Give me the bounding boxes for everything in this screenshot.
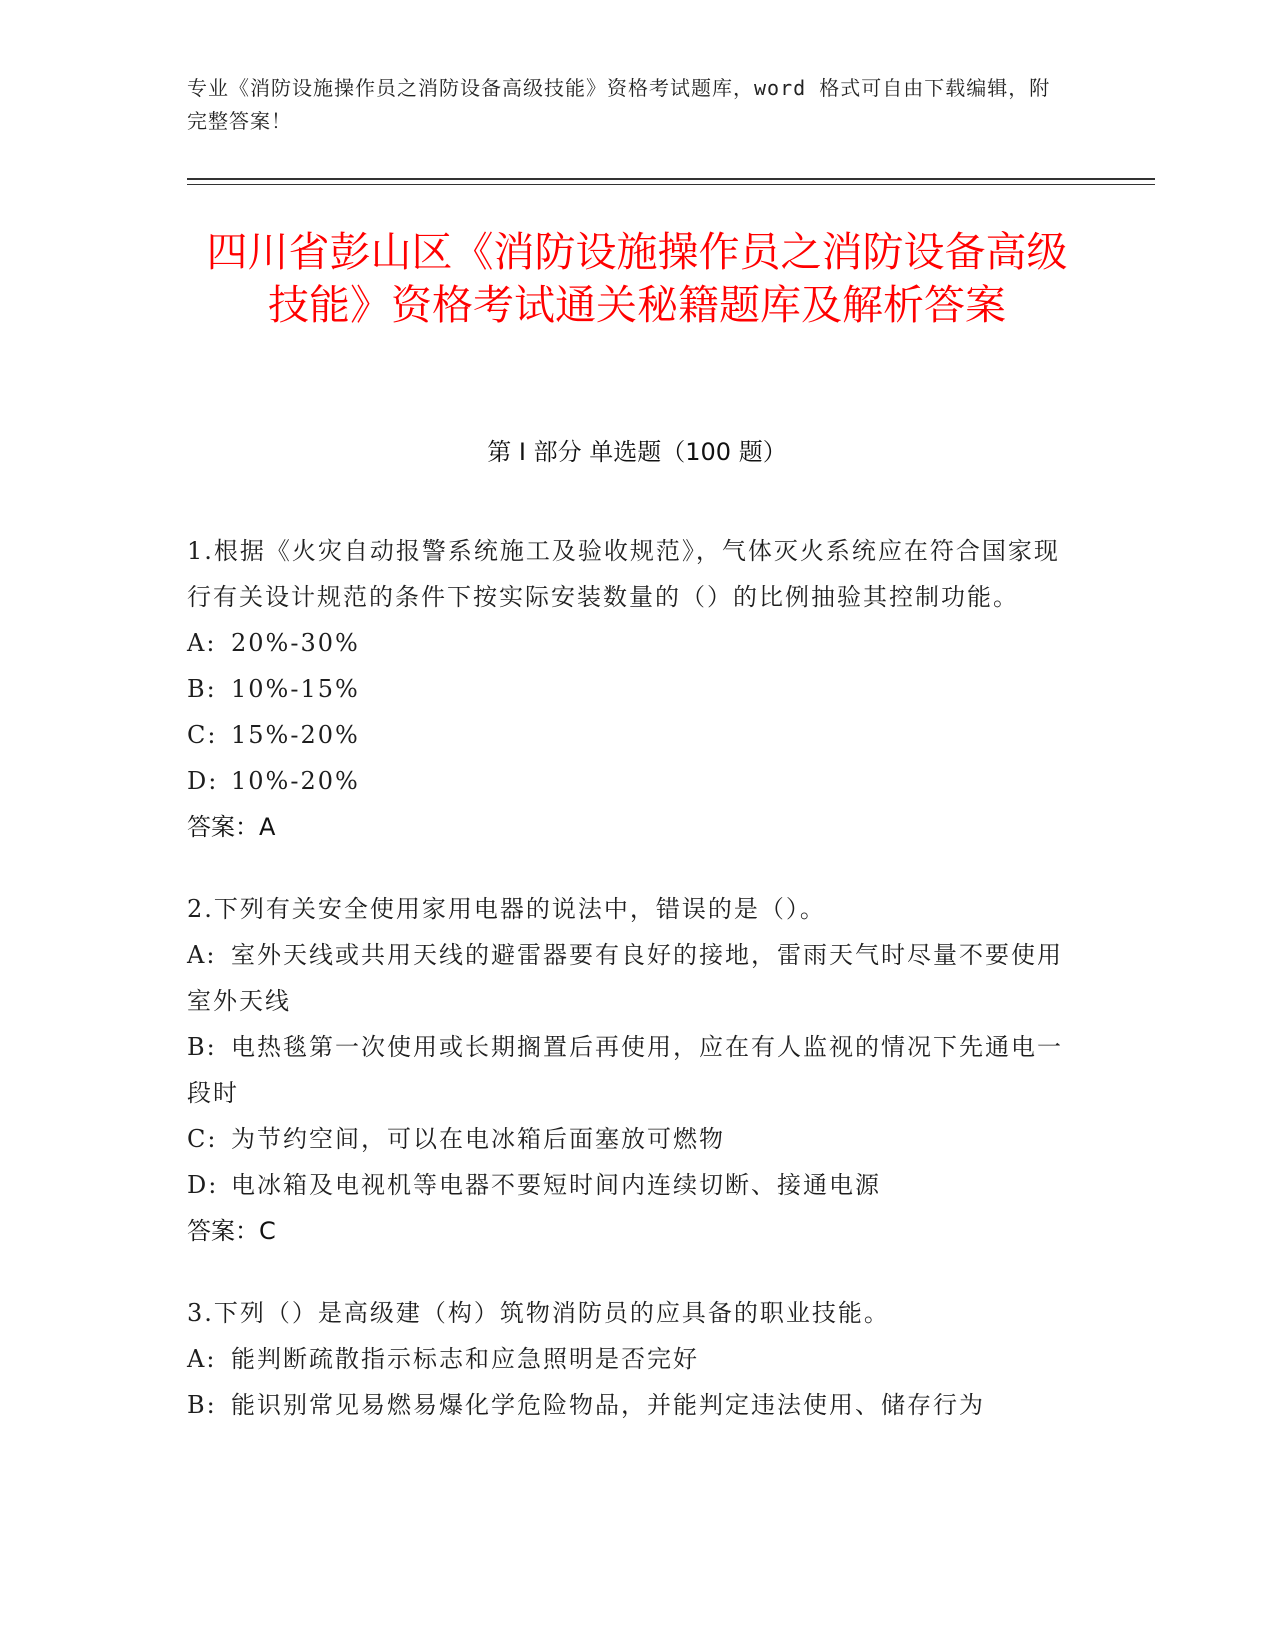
question-1	[187, 528, 1067, 850]
option-letter: B:	[187, 1391, 217, 1419]
option-a	[187, 932, 1067, 1024]
option-d	[187, 1162, 1067, 1208]
option-text: 15%-20%	[231, 721, 360, 749]
option-a	[187, 620, 1067, 666]
option-a	[187, 1336, 1067, 1382]
option-letter: B:	[187, 1033, 217, 1061]
option-b	[187, 666, 1067, 712]
option-text: 20%-30%	[231, 629, 360, 657]
option-letter: C:	[187, 721, 218, 749]
question-2	[187, 886, 1067, 1254]
option-b	[187, 1382, 1067, 1428]
option-letter: A:	[187, 941, 217, 969]
option-letter: B:	[187, 675, 217, 703]
option-letter: D:	[187, 767, 219, 795]
question-list	[187, 528, 1067, 1464]
question-3	[187, 1290, 1067, 1428]
option-text: 电冰箱及电视机等电器不要短时间内连续切断、接通电源	[231, 1171, 881, 1199]
option-text: 10%-20%	[231, 767, 360, 795]
section-heading: 第 I 部分 单选题（100 题）	[487, 438, 787, 466]
option-text: 电热毯第一次使用或长期搁置后再使用，应在有人监视的情况下先通电一段时	[187, 1033, 1063, 1107]
option-text: 室外天线或共用天线的避雷器要有良好的接地，雷雨天气时尽量不要使用室外天线	[187, 941, 1063, 1015]
option-text: 能判断疏散指示标志和应急照明是否完好	[231, 1345, 699, 1373]
question-stem: 2.下列有关安全使用家用电器的说法中，错误的是（）。	[187, 895, 826, 923]
option-text: 为节约空间，可以在电冰箱后面塞放可燃物	[231, 1125, 725, 1153]
option-letter: D:	[187, 1171, 219, 1199]
option-letter: C:	[187, 1125, 218, 1153]
option-text: 能识别常见易燃易爆化学危险物品，并能判定违法使用、储存行为	[231, 1391, 985, 1419]
question-stem: 3.下列（）是高级建（构）筑物消防员的应具备的职业技能。	[187, 1299, 890, 1327]
question-stem: 1.根据《火灾自动报警系统施工及验收规范》，气体灭火系统应在符合国家现行有关设计规范的条件下按实际安装数量的（）的比例抽验其控制功能。	[187, 537, 1060, 611]
option-c	[187, 1116, 1067, 1162]
option-d	[187, 758, 1067, 804]
document-title: 四川省彭山区《消防设施操作员之消防设备高级技能》资格考试通关秘籍题库及解析答案	[206, 228, 1068, 329]
header-note: 专业《消防设施操作员之消防设备高级技能》资格考试题库，word 格式可自由下载编辑，附完整答案！	[187, 76, 1051, 133]
header-divider-thin	[187, 184, 1155, 185]
answer: 答案：C	[187, 1217, 276, 1245]
option-letter: A:	[187, 629, 217, 657]
option-text: 10%-15%	[231, 675, 360, 703]
option-c	[187, 712, 1067, 758]
option-b	[187, 1024, 1067, 1116]
header-divider	[187, 178, 1155, 180]
answer: 答案：A	[187, 813, 276, 841]
option-letter: A:	[187, 1345, 217, 1373]
